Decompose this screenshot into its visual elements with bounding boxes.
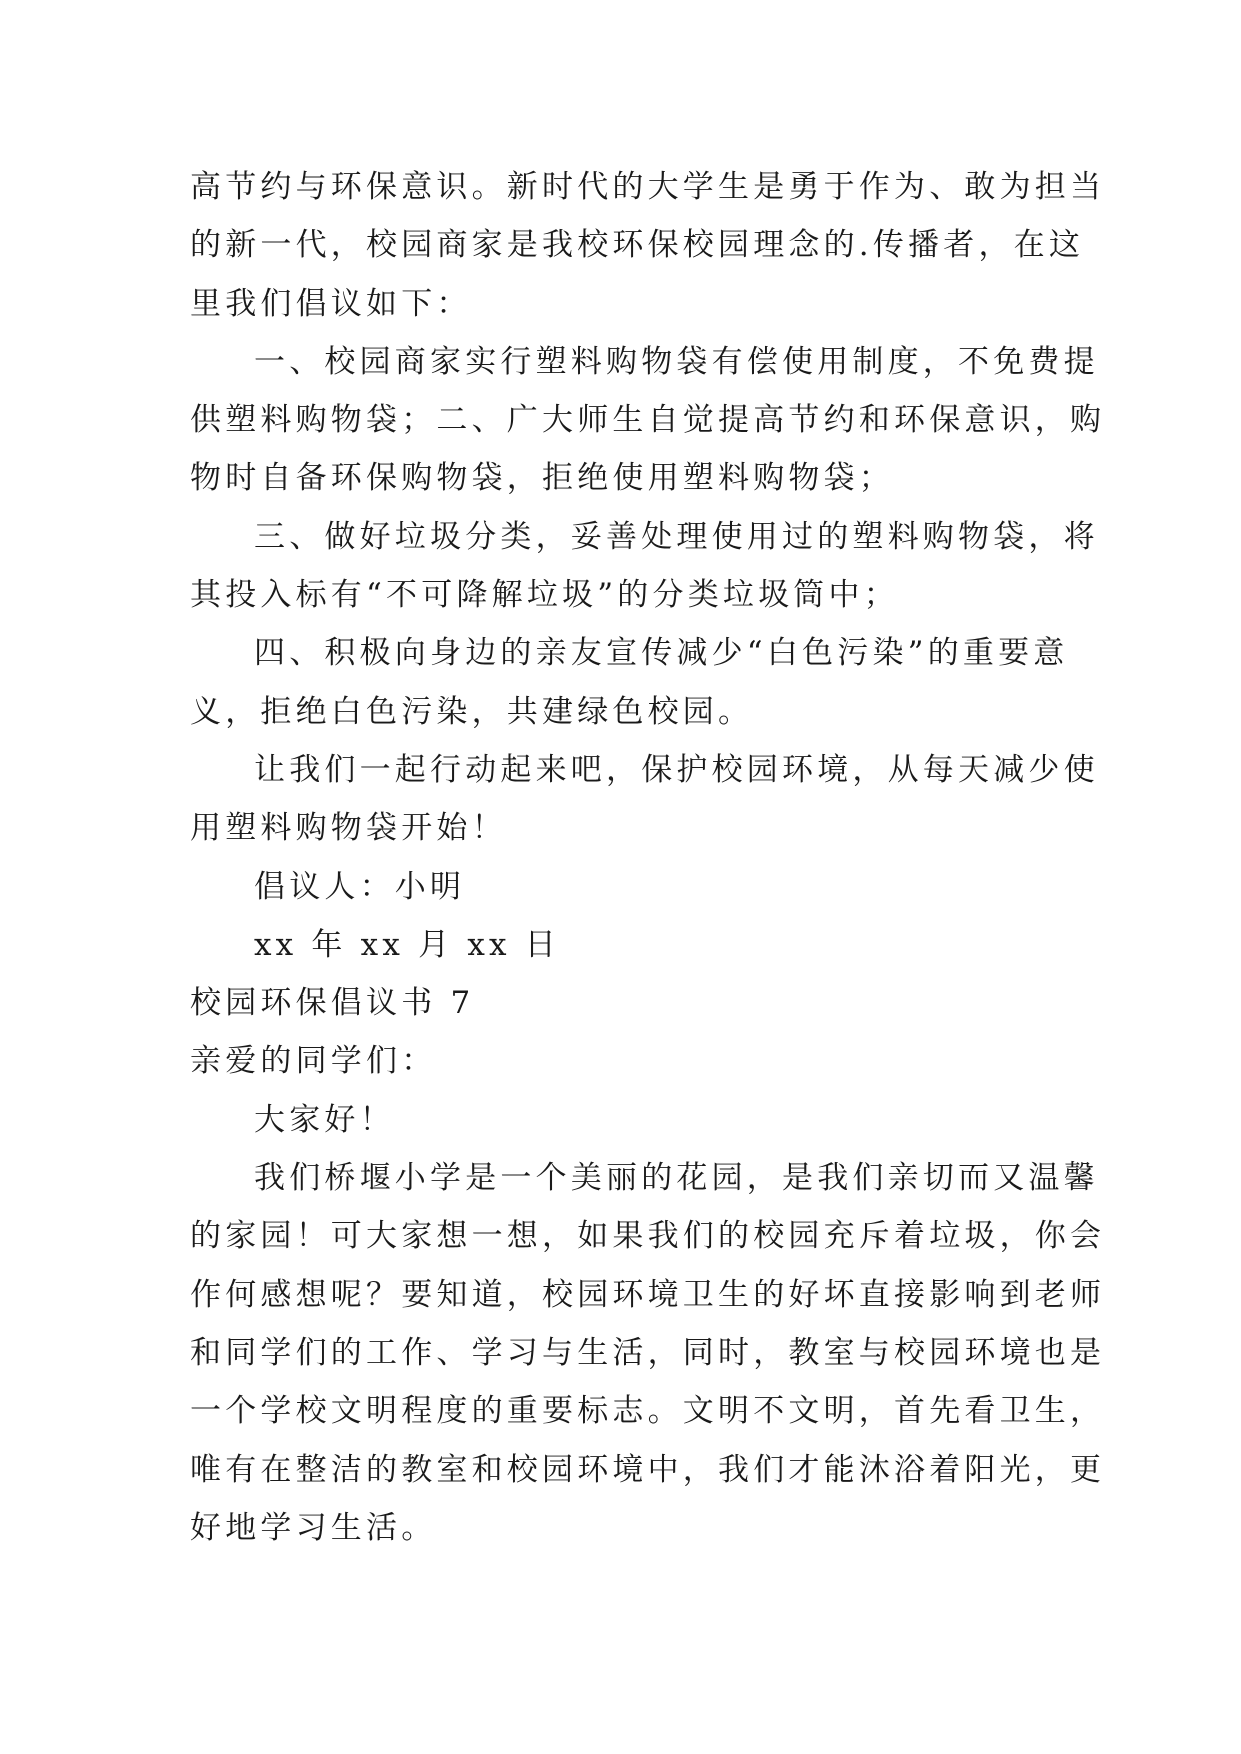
salutation: 亲爱的同学们： [190, 1043, 437, 1080]
greeting: 大家好！ [254, 1101, 395, 1138]
body-line: 好地学习生活。 [190, 1509, 437, 1546]
body-line: 其投入标有“不可降解垃圾”的分类垃圾筒中； [190, 577, 899, 614]
body-line: 高节约与环保意识。新时代的大学生是勇于作为、敢为担当 [190, 169, 1106, 205]
body-line: 和同学们的工作、学习与生活，同时，教室与校园环境也是 [190, 1334, 1106, 1371]
body-line: 用塑料购物袋开始！ [190, 810, 507, 847]
body-line: 供塑料购物袋；二、广大师生自觉提高节约和环保意识，购 [190, 402, 1106, 439]
proposal-item-1: 一、校园商家实行塑料购物袋有偿使用制度，不免费提 [254, 343, 1099, 380]
body-paragraph-start: 我们桥堰小学是一个美丽的花园，是我们亲切而又温馨 [254, 1160, 1099, 1197]
proposal-item-4: 四、积极向身边的亲友宣传减少“白色污染”的重要意 [254, 635, 1069, 672]
body-line: 的新一代，校园商家是我校环保校园理念的.传播者，在这 [190, 227, 1085, 264]
proposal-item-3: 三、做好垃圾分类，妥善处理使用过的塑料购物袋，将 [254, 518, 1099, 555]
section-title: 校园环保倡议书 7 [190, 985, 475, 1022]
body-line: 里我们倡议如下： [190, 285, 472, 322]
body-line: 一个学校文明程度的重要标志。文明不文明，首先看卫生， [190, 1393, 1106, 1430]
body-line: 作何感想呢？要知道，校园环境卫生的好坏直接影响到老师 [190, 1276, 1106, 1313]
signature: 倡议人：小明 [254, 868, 466, 905]
body-line: 义，拒绝白色污染，共建绿色校园。 [190, 693, 754, 730]
document-body [190, 158, 1106, 1557]
date-line: xx 年 xx 月 xx 日 [254, 926, 560, 963]
body-line: 物时自备环保购物袋，拒绝使用塑料购物袋； [190, 460, 894, 497]
closing-paragraph: 让我们一起行动起来吧，保护校园环境，从每天减少使 [254, 751, 1099, 788]
body-line: 唯有在整洁的教室和校园环境中，我们才能沐浴着阳光，更 [190, 1451, 1106, 1488]
body-line: 的家园！可大家想一想，如果我们的校园充斥着垃圾，你会 [190, 1218, 1106, 1255]
